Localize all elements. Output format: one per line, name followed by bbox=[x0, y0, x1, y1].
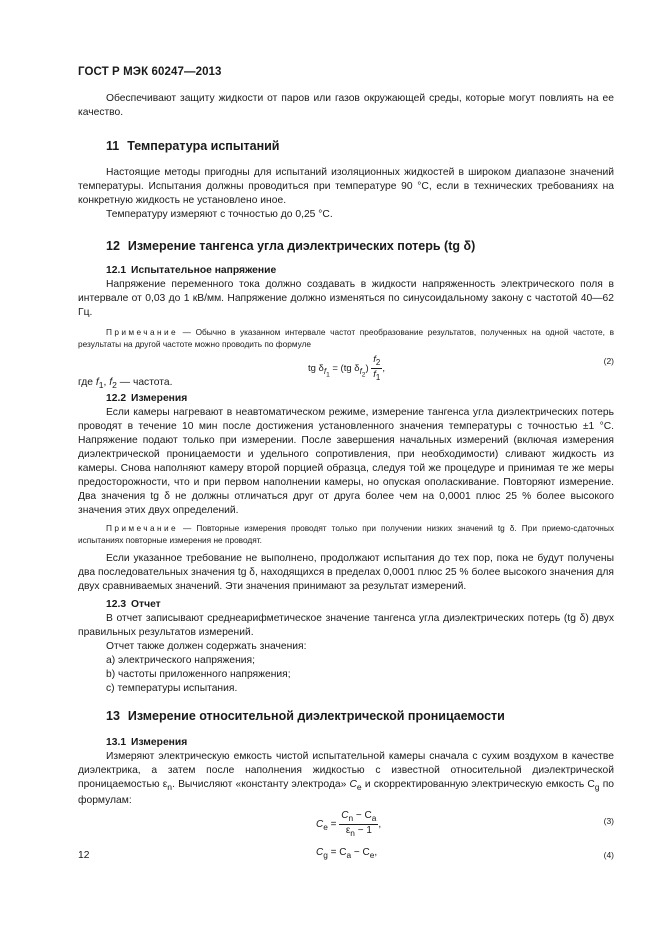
section-11-paragraph-1: Настоящие методы пригодны для испытаний изоляционных жидкостей в широком диапазоне значений температуры. Испытания должны проводиться при температуре 90 °С, если в технических требованиях на конкретную жидкость не установлено иное. bbox=[78, 167, 614, 206]
subsection-13-1-heading bbox=[78, 736, 614, 750]
section-12-heading bbox=[78, 238, 614, 254]
subsection-12-2-heading bbox=[78, 392, 614, 406]
subsection-12-1-paragraph: Напряжение переменного тока должно создавать в жидкости напряженность электрического поля в интервале от 0,03 до 1 кВ/мм. Напряжение должно изменяться по синусоидальному закону с частотой 40—62 Гц. bbox=[78, 279, 614, 318]
subsection-13-1-title: Измерения bbox=[131, 737, 188, 749]
section-13-title: Измерение относительной диэлектрической проницаемости bbox=[127, 709, 505, 724]
subsection-13-1-paragraph: Измеряют электрическую емкость чистой испытательной камеры сначала с сухим воздухом в качестве диэлектрика, а затем после наполнения жидкостью с известной относительной диэлектрической проницаемостью $\varepsilon_n$. Вычисляют «константу электрода» $C_e$ и скорректированную электрическую емкость $C_g$ по формулам: bbox=[78, 751, 614, 807]
section-11-heading bbox=[78, 138, 614, 154]
note-text: — Обычно в указанном интервале частот преобразование результатов, полученных на одной частоте, в результаты на другой частоте можно проводить по формуле bbox=[78, 327, 614, 349]
note-12-1 bbox=[78, 326, 614, 350]
formula-4-row bbox=[78, 844, 614, 866]
subsection-12-2-paragraph-2: Если указанное требование не выполнено, продолжают испытания до тех пор, пока не будут получены два последовательных значения tg δ, находящихся в пределах 0,0001 плюс 25 % более высокого значения для двух сравниваемых значений. Эти значения принимают за результат измерений. bbox=[78, 553, 614, 593]
formula-4: $C_g = C_a - C_e$, bbox=[316, 847, 378, 861]
intro-paragraph: Обеспечивают защиту жидкости от паров или газов окружающей среды, которые могут повлиять на ее качество. bbox=[78, 93, 614, 118]
formula-3-row bbox=[78, 808, 614, 840]
note-label: Примечание bbox=[106, 523, 179, 534]
formula-3-fraction: $\frac{C_n - C_a}{\varepsilon_n - 1}$ bbox=[341, 810, 377, 839]
section-11-paragraph-2: Температуру измеряют с точностью до 0,25 °С. bbox=[106, 209, 333, 220]
subsection-12-3-title: Отчет bbox=[131, 599, 161, 611]
list-item: b) частоты приложенного напряжения; bbox=[106, 669, 291, 681]
document-body bbox=[78, 92, 614, 866]
subsection-12-1-heading bbox=[78, 264, 614, 278]
equation-number-3: (3) bbox=[603, 816, 614, 827]
list-item: с) температуры испытания. bbox=[106, 683, 238, 695]
equation-number-4: (4) bbox=[603, 850, 614, 861]
subsection-12-2-paragraph-1: Если камеры нагревают в неавтоматическом режиме, измерение тангенса угла диэлектрических потерь проводят в течение 10 мин после достижения установленного значения температуры с точностью ±1 °С. Напряжение подают только при измерении. После завершения начальных измерений (включая измерения диэлектрической проницаемости и удельного сопротивления, при необходимости) сливают жидкость из камеры. Снова наполняют камеру второй порцией образца, следуя той же процедуре и принимая те же меры предосторожности, что и при первом наполнении камеры, но опуская ополаскивание. Повторяют измерение. Два значения tg δ не должны отличаться друг от друга более чем на 0,0001 плюс 25 % более высокого значения этих двух определений. bbox=[78, 407, 614, 517]
subsection-12-1-title: Испытательное напряжение bbox=[131, 265, 277, 276]
formula-2-fraction: $\frac{f_2}{f_1}$ bbox=[373, 354, 381, 382]
subsection-12-3-paragraph-1: В отчет записывают среднеарифметическое значение тангенса угла диэлектрических потерь (tg δ) двух правильных результатов измерений. bbox=[78, 613, 614, 639]
list-item: а) электрического напряжения; bbox=[106, 655, 255, 667]
section-13-heading bbox=[78, 708, 614, 724]
note-text: — Повторные измерения проводят только при получении низких значений tg δ. При приемо-сдаточных испытаниях повторные измерения не проводят. bbox=[78, 523, 614, 546]
formula-2: tg $\delta_{f_1} = (tg$ $\delta_{f_2}$) $\frac{f_2}{f_1}$ , bbox=[308, 354, 385, 382]
note-12-2 bbox=[78, 522, 614, 546]
equation-number-2: (2) bbox=[603, 356, 614, 366]
formula-3: $C_e$ = $\frac{C_n - C_a}{\varepsilon_n - 1}$ , bbox=[316, 810, 382, 839]
section-11-number: 11 bbox=[106, 139, 120, 153]
subsection-12-1-number: 12.1 bbox=[106, 265, 127, 276]
subsection-12-3-heading bbox=[78, 598, 614, 612]
subsection-12-2-title: Измерения bbox=[131, 393, 188, 405]
section-11-title: Температура испытаний bbox=[127, 139, 280, 153]
note-label: Примечание bbox=[106, 327, 179, 337]
section-13-number: 13 bbox=[106, 709, 120, 724]
section-12-title: Измерение тангенса угла диэлектрических потерь (tg δ) bbox=[127, 239, 476, 253]
section-12-number: 12 bbox=[106, 239, 120, 253]
subsection-13-1-number: 13.1 bbox=[106, 737, 127, 749]
subsection-12-3-paragraph-2: Отчет также должен содержать значения: bbox=[106, 641, 307, 653]
subsection-12-2-number: 12.2 bbox=[106, 393, 127, 405]
doc-header: ГОСТ Р МЭК 60247—2013 bbox=[78, 66, 222, 78]
subsection-12-3-number: 12.3 bbox=[106, 599, 127, 611]
page-number: 12 bbox=[78, 850, 90, 861]
formula-2-where: где $f_1$, $f_2$ — частота. bbox=[78, 377, 173, 391]
formula-2-row bbox=[78, 350, 614, 382]
